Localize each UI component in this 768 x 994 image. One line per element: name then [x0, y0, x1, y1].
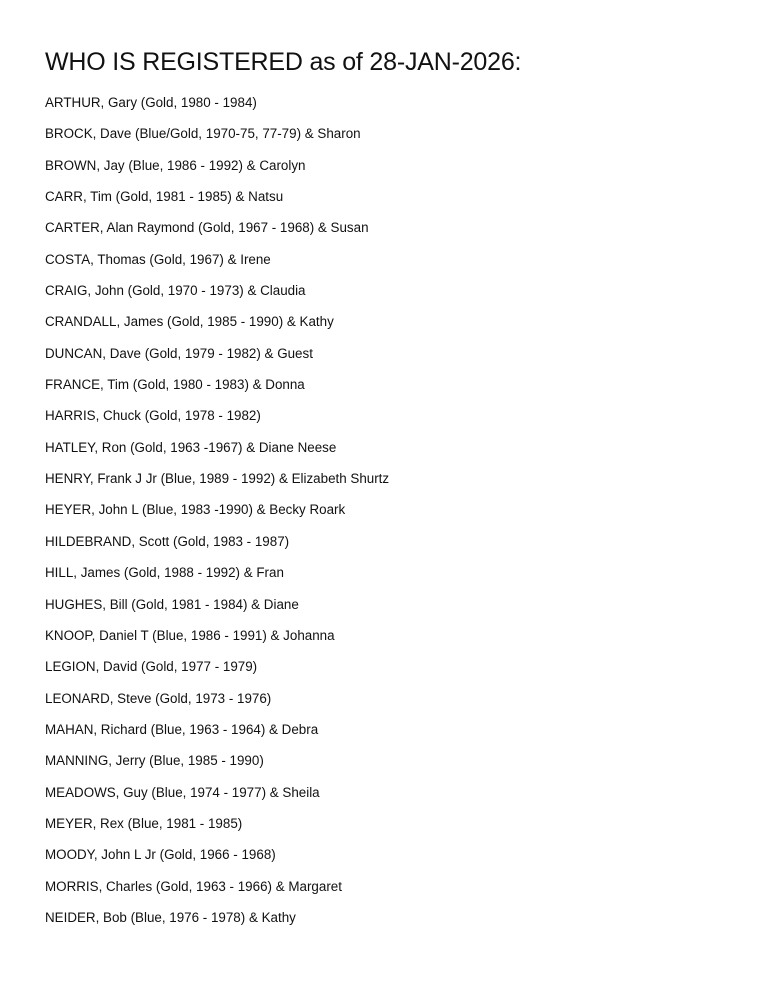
registrant-item: COSTA, Thomas (Gold, 1967) & Irene [45, 251, 271, 267]
registrant-item: LEGION, David (Gold, 1977 - 1979) [45, 659, 258, 675]
registrant-item: HUGHES, Bill (Gold, 1981 - 1984) & Diane [45, 596, 299, 612]
registrant-item: CARTER, Alan Raymond (Gold, 1967 - 1968) & Susan [45, 220, 369, 236]
page-title: WHO IS REGISTERED as of 28-JAN-2026: [45, 48, 522, 76]
registrant-item: MORRIS, Charles (Gold, 1963 - 1966) & Margaret [45, 878, 342, 894]
registrant-item: MOODY, John L Jr (Gold, 1966 - 1968) [45, 847, 276, 863]
registrant-item: BROWN, Jay (Blue, 1986 - 1992) & Carolyn [45, 157, 306, 173]
registrant-item: KNOOP, Daniel T (Blue, 1986 - 1991) & Johanna [45, 627, 335, 643]
registrant-item: CRANDALL, James (Gold, 1985 - 1990) & Kathy [45, 314, 334, 330]
registrant-item: HEYER, John L (Blue, 1983 -1990) & Becky Roark [45, 502, 346, 518]
registrant-list [45, 92, 389, 938]
registrant-item: HILL, James (Gold, 1988 - 1992) & Fran [45, 565, 284, 581]
registrant-item: DUNCAN, Dave (Gold, 1979 - 1982) & Guest [45, 345, 313, 361]
registrant-item: MAHAN, Richard (Blue, 1963 - 1964) & Debra [45, 721, 319, 737]
registrant-item: HATLEY, Ron (Gold, 1963 -1967) & Diane Neese [45, 439, 337, 455]
registrant-item: NEIDER, Bob (Blue, 1976 - 1978) & Kathy [45, 909, 296, 925]
registrant-item: FRANCE, Tim (Gold, 1980 - 1983) & Donna [45, 377, 305, 393]
registrant-item: CRAIG, John (Gold, 1970 - 1973) & Claudia [45, 283, 306, 299]
registrant-item: BROCK, Dave (Blue/Gold, 1970-75, 77-79) & Sharon [45, 126, 361, 142]
registrant-item: MEYER, Rex (Blue, 1981 - 1985) [45, 815, 243, 831]
registrant-item: HARRIS, Chuck (Gold, 1978 - 1982) [45, 408, 261, 424]
registrant-item: MEADOWS, Guy (Blue, 1974 - 1977) & Sheila [45, 784, 320, 800]
document-page [45, 46, 748, 925]
registrant-item: HENRY, Frank J Jr (Blue, 1989 - 1992) & Elizabeth Shurtz [45, 471, 390, 487]
registrant-item: HILDEBRAND, Scott (Gold, 1983 - 1987) [45, 533, 290, 549]
registrant-item: ARTHUR, Gary (Gold, 1980 - 1984) [45, 95, 257, 110]
registrant-item: LEONARD, Steve (Gold, 1973 - 1976) [45, 690, 272, 706]
registrant-item: MANNING, Jerry (Blue, 1985 - 1990) [45, 753, 264, 769]
registrant-item: CARR, Tim (Gold, 1981 - 1985) & Natsu [45, 189, 284, 205]
